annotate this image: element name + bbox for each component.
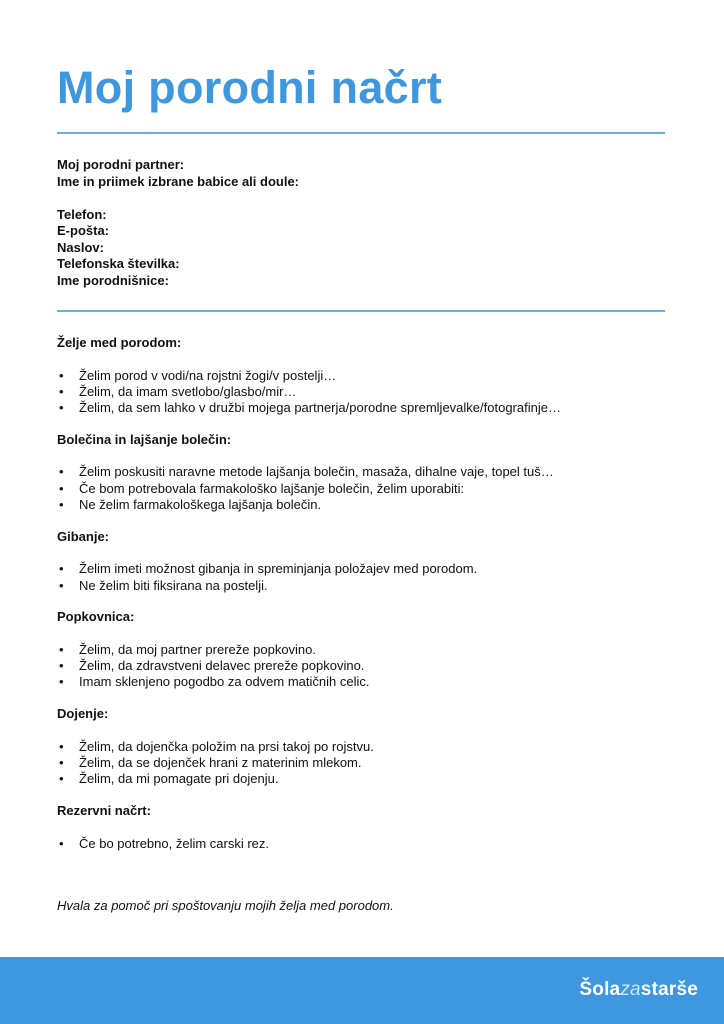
section-heading: Rezervni načrt: <box>57 803 151 819</box>
footer-bar <box>0 957 724 1024</box>
phone-label: Telefon: <box>57 206 107 222</box>
hospital-label: Ime porodnišnice: <box>57 272 169 288</box>
section-heading: Popkovnica: <box>57 609 135 625</box>
list-item: • Želim, da dojenčka položim na prsi takoj po rojstvu. <box>57 739 667 755</box>
section-movement <box>57 529 667 594</box>
divider-middle <box>57 310 665 312</box>
section-backup-plan <box>57 803 667 852</box>
list-item: • Ne želim biti fiksirana na postelji. <box>57 578 667 594</box>
email-label: E-pošta: <box>57 223 109 238</box>
list-item: • Želim, da se dojenček hrani z materinim mlekom. <box>57 755 667 771</box>
section-heading: Bolečina in lajšanje bolečin: <box>57 431 232 447</box>
logo-text-za: za <box>620 979 641 1000</box>
section-birth-wishes <box>57 335 667 416</box>
list-item: • Želim, da moj partner prereže popkovino. <box>57 642 667 658</box>
list-item: • Želim imeti možnost gibanja in spreminjanja položajev med porodom. <box>57 561 667 577</box>
section-pain-relief <box>57 432 667 513</box>
midwife-label: Ime in priimek izbrane babice ali doule: <box>57 173 300 189</box>
list-item: • Želim, da sem lahko v družbi mojega partnerja/porodne spremljevalke/fotografinje… <box>57 400 667 416</box>
closing-note: Hvala za pomoč pri spoštovanju mojih želja med porodom. <box>57 898 394 913</box>
list-item: • Želim porod v vodi/na rojstni žogi/v postelji… <box>57 368 667 384</box>
phone-number-label: Telefonska številka: <box>57 256 180 271</box>
contact-block <box>57 157 657 289</box>
divider-top <box>57 132 665 134</box>
list-item: • Ne želim farmakološkega lajšanja bolečin. <box>57 497 667 513</box>
list-item: • Želim, da imam svetlobo/glasbo/mir… <box>57 384 667 400</box>
bullet-list <box>57 836 667 852</box>
section-heading: Dojenje: <box>57 706 109 722</box>
list-item: • Želim, da zdravstveni delavec prereže popkovino. <box>57 658 667 674</box>
address-label: Naslov: <box>57 239 104 255</box>
list-item: • Imam sklenjeno pogodbo za odvem matičnih celic. <box>57 674 667 690</box>
list-item: • Če bom potrebovala farmakološko lajšanje bolečin, želim uporabiti: <box>57 481 667 497</box>
bullet-list <box>57 642 667 691</box>
section-breastfeeding <box>57 706 667 787</box>
bullet-list <box>57 739 667 788</box>
wishes-content <box>57 335 667 852</box>
section-heading: Gibanje: <box>57 528 110 544</box>
brand-logo <box>579 979 698 1001</box>
logo-text-sola: Šola <box>579 979 621 1000</box>
section-umbilical-cord <box>57 609 667 690</box>
list-item: • Želim, da mi pomagate pri dojenju. <box>57 771 667 787</box>
contact-spacer <box>57 190 657 207</box>
bullet-list <box>57 368 667 417</box>
bullet-list <box>57 464 667 513</box>
page-title: Moj porodni načrt <box>57 62 443 113</box>
section-heading: Želje med porodom: <box>57 335 182 350</box>
logo-text-starse: starše <box>640 979 698 1000</box>
bullet-list <box>57 561 667 594</box>
list-item: • Želim poskusiti naravne metode lajšanja bolečin, masaža, dihalne vaje, topel tuš… <box>57 464 667 480</box>
list-item: • Če bo potrebno, želim carski rez. <box>57 836 667 852</box>
partner-label: Moj porodni partner: <box>57 157 185 172</box>
